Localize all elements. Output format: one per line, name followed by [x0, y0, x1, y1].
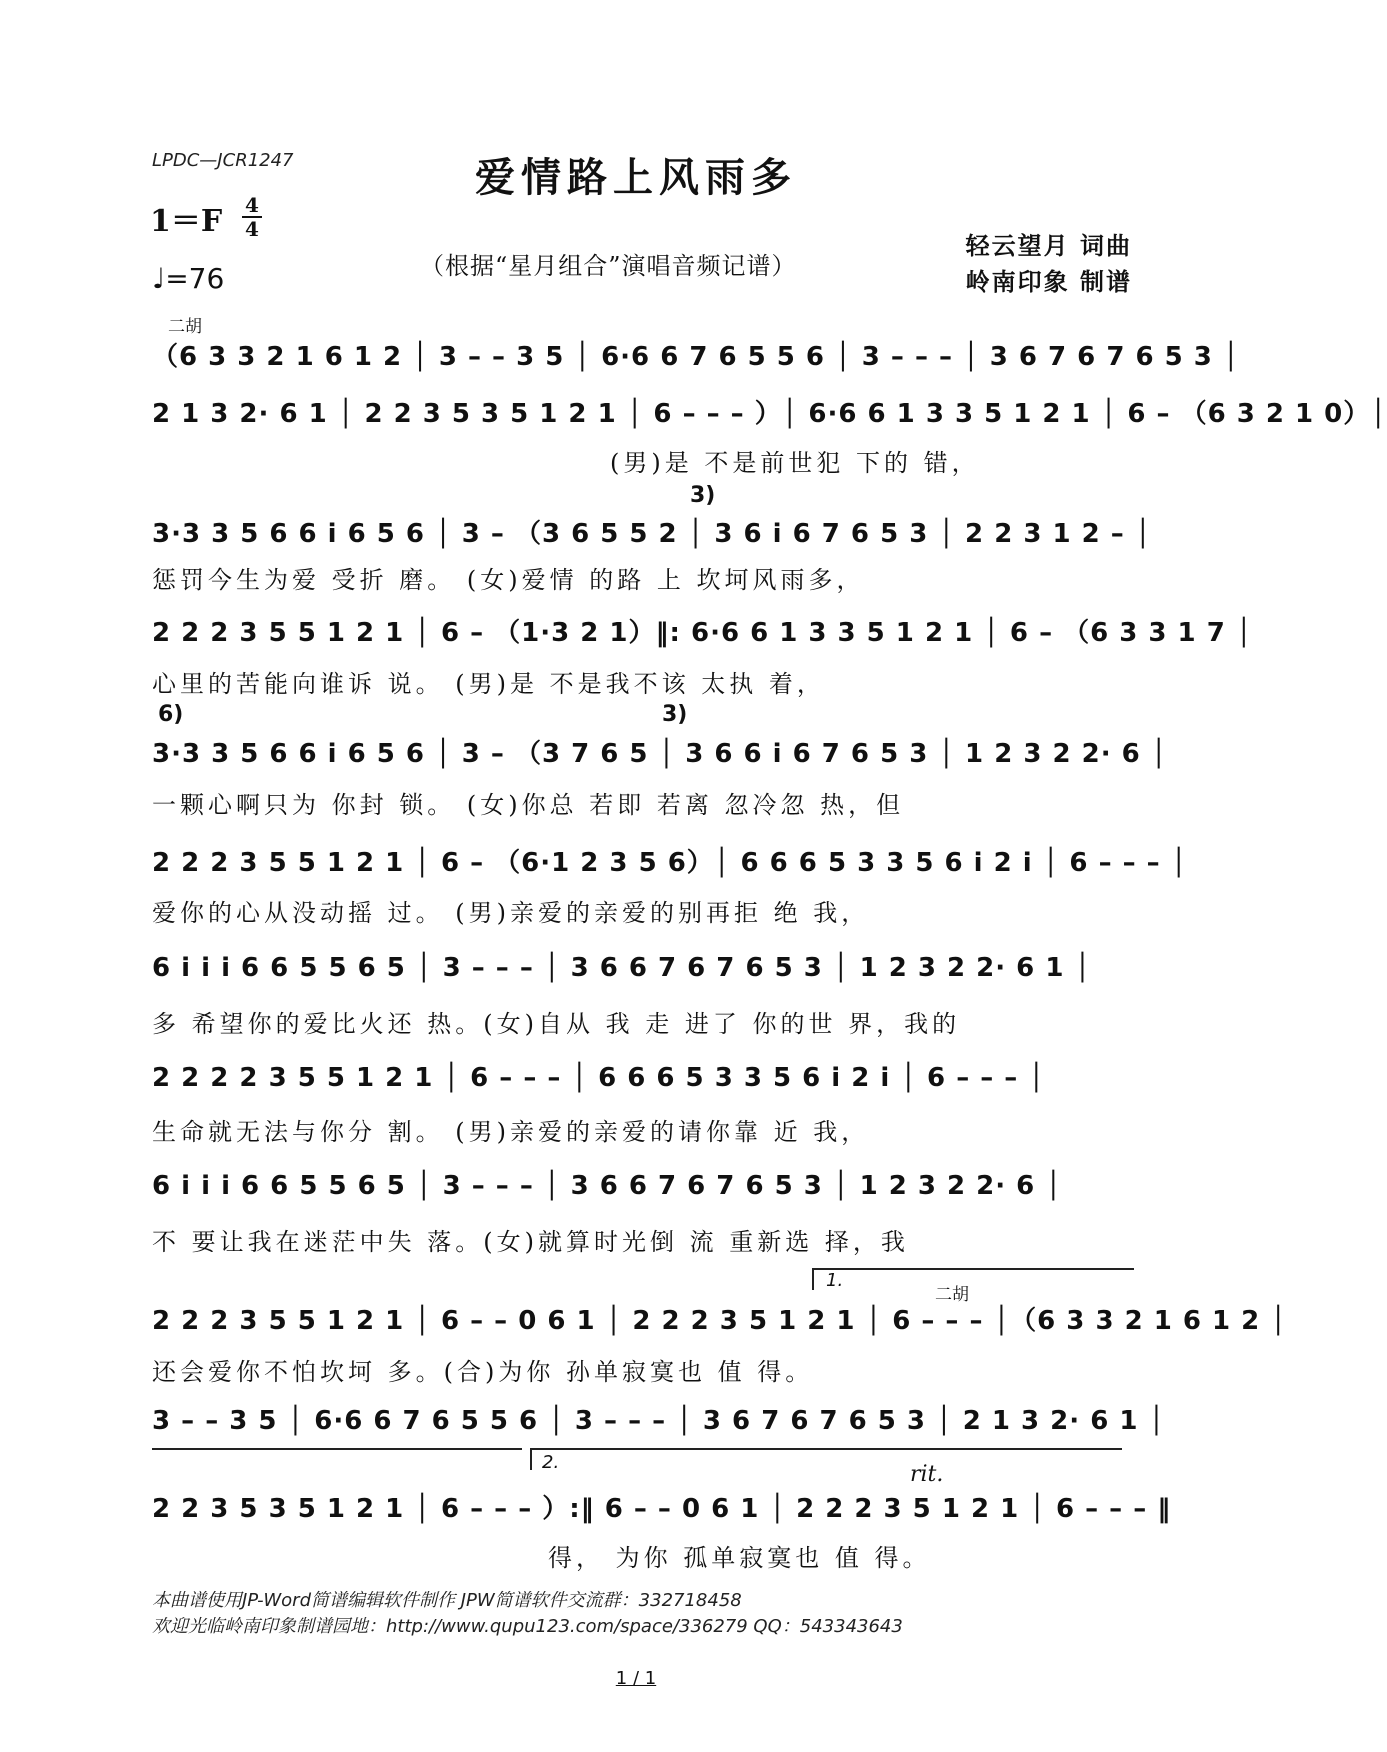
- instrument-label: 二胡: [168, 317, 202, 337]
- lyric-line: 一颗心啊只为 你封 锁。 (女)你总 若即 若离 忽冷忽 热，但: [152, 791, 905, 819]
- notation-line: 2 2 2 3 5 5 1 2 1 │ 6 – （1·3 2 1）‖: 6·6 6 1 3 3 5 1 2 1 │ 6 – （6 3 3 1 7 │: [152, 618, 1253, 648]
- lyric-line: 爱你的心从没动摇 过。 (男)亲爱的亲爱的别再拒 绝 我，: [152, 899, 870, 927]
- volta-1-bracket-continued: [152, 1448, 522, 1450]
- notation-line: 6 i i i 6 6 5 5 6 5 │ 3 – – – │ 3 6 6 7 6 7 6 5 3 │ 1 2 3 2 2· 6 1 │: [152, 953, 1092, 983]
- volta-bracket-2: [530, 1448, 1122, 1470]
- volta-2-label: 2.: [542, 1452, 560, 1473]
- notation-line: 3 – – 3 5 │ 6·6 6 7 6 5 5 6 │ 3 – – – │ 3 6 7 6 7 6 5 3 │ 2 1 3 2· 6 1 │: [152, 1406, 1166, 1436]
- credit-transcriber: 岭南印象 制谱: [965, 267, 1132, 296]
- lyric-line: 多 希望你的爱比火还 热。(女)自从 我 走 进了 你的世 界，我的: [152, 1010, 961, 1038]
- credit-lyrics-music: 轻云望月 词曲: [965, 231, 1132, 260]
- notation-line: 2 2 2 3 5 5 1 2 1 │ 6 – （6·1 2 3 5 6）│ 6 6 6 5 3 3 5 6 i 2 i │ 6 – – – │: [152, 848, 1188, 878]
- notation-line: 6 i i i 6 6 5 5 6 5 │ 3 – – – │ 3 6 6 7 6 7 6 5 3 │ 1 2 3 2 2· 6 │: [152, 1171, 1062, 1201]
- lyric-line: 惩罚今生为爱 受折 磨。 (女)爱情 的路 上 坎坷风雨多，: [152, 566, 865, 594]
- lyric-line: 心里的苦能向谁诉 说。 (男)是 不是我不该 太执 着，: [152, 670, 825, 698]
- meter-bottom: 4: [245, 217, 259, 241]
- tempo-marking: ♩=76: [152, 262, 225, 295]
- notation-line: 2 2 2 2 3 5 5 1 2 1 │ 6 – – – │ 6 6 6 5 3 3 5 6 i 2 i │ 6 – – – │: [152, 1063, 1046, 1093]
- key-signature: 1＝F: [150, 204, 223, 239]
- lyric-line: 还会爱你不怕坎坷 多。(合)为你 孙单寂寞也 值 得。: [152, 1358, 814, 1386]
- lyric-line: (男)是 不是前世犯 下的 错，: [610, 449, 980, 477]
- notation-line: 2 2 2 3 5 5 1 2 1 │ 6 – – 0 6 1 │ 2 2 2 3 5 1 2 1 │ 6 – – – │（6 3 3 2 1 6 1 2 │: [152, 1306, 1287, 1336]
- triplet-mark: 6): [158, 702, 184, 727]
- page-title: 爱情路上风雨多: [475, 154, 797, 201]
- footer-website-note: 欢迎光临岭南印象制谱园地：http://www.qupu123.com/space/336279 QQ：543343643: [152, 1616, 903, 1637]
- lyric-line: 得， 为你 孤单寂寞也 值 得。: [548, 1544, 931, 1572]
- triplet-mark: 3): [662, 702, 688, 727]
- volta-bracket-1: [812, 1268, 1134, 1290]
- page-number: [0, 1668, 1272, 1689]
- meter-top: 4: [245, 193, 259, 217]
- lyric-line: 生命就无法与你分 割。 (男)亲爱的亲爱的请你靠 近 我，: [152, 1118, 870, 1146]
- footer-software-note: 本曲谱使用JP-Word简谱编辑软件制作 JPW简谱软件交流群：332718458: [152, 1590, 742, 1611]
- instrument-label: 二胡: [935, 1285, 969, 1305]
- lyric-line: 不 要让我在迷茫中失 落。(女)就算时光倒 流 重新选 择，我: [152, 1228, 909, 1256]
- subtitle: （根据“星月组合”演唱音频记谱）: [420, 252, 797, 280]
- notation-line: 2 1 3 2· 6 1 │ 2 2 3 5 3 5 1 2 1 │ 6 – – – ）│ 6·6 6 1 3 3 5 1 2 1 │ 6 – （6 3 2 1 0）│: [152, 399, 1387, 429]
- time-signature: [240, 194, 264, 240]
- notation-line: 2 2 3 5 3 5 1 2 1 │ 6 – – – ）:‖ 6 – – 0 6 1 │ 2 2 2 3 5 1 2 1 │ 6 – – – ‖: [152, 1494, 1172, 1524]
- volta-1-label: 1.: [826, 1270, 844, 1291]
- notation-line: （6 3 3 2 1 6 1 2 │ 3 – – 3 5 │ 6·6 6 7 6 5 5 6 │ 3 – – – │ 3 6 7 6 7 6 5 3 │: [152, 342, 1240, 372]
- notation-line: 3·3 3 5 6 6 i 6 5 6 │ 3 – （3 7 6 5 │ 3 6 6 i 6 7 6 5 3 │ 1 2 3 2 2· 6 │: [152, 739, 1168, 769]
- score-code: LPDC—JCR1247: [152, 150, 294, 171]
- triplet-mark: 3): [690, 483, 716, 508]
- notation-line: 3·3 3 5 6 6 i 6 5 6 │ 3 – （3 6 5 5 2 │ 3 6 i 6 7 6 5 3 │ 2 2 3 1 2 – │: [152, 519, 1152, 549]
- page-number-text: 1 / 1: [615, 1668, 657, 1689]
- ritardando-mark: rit.: [910, 1462, 944, 1487]
